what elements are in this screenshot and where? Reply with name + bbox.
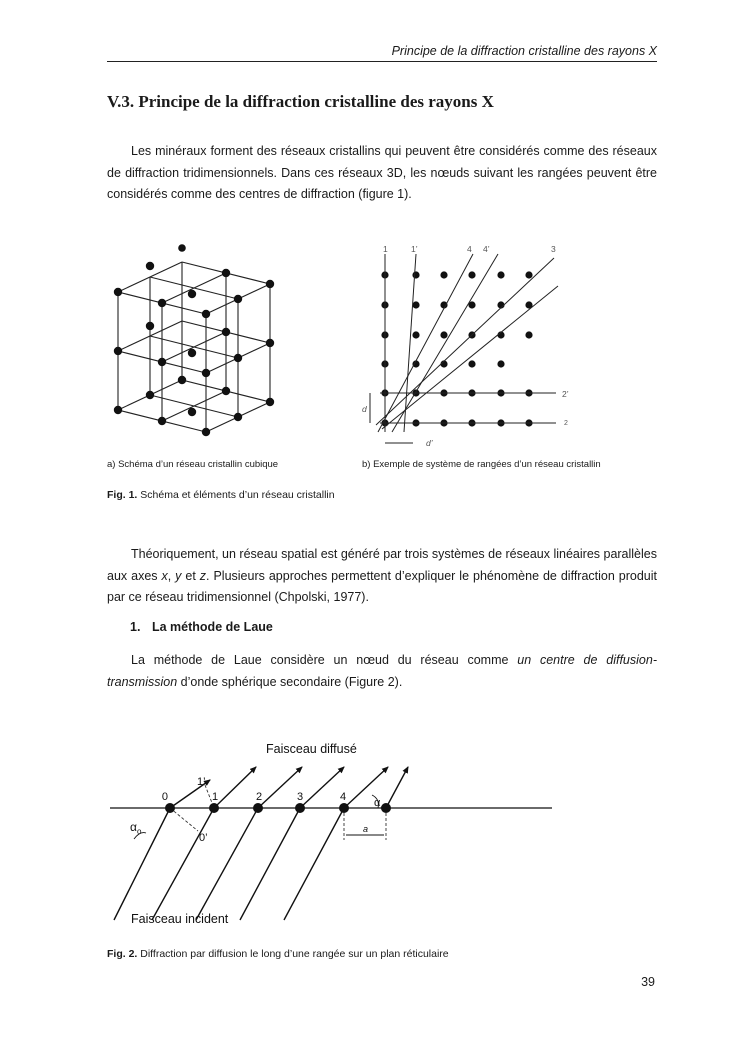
label-row-1: 1 (383, 244, 388, 254)
node-label-4: 4 (340, 791, 347, 803)
label-spacing-d: d (362, 404, 367, 414)
figure-1a-cubic-lattice (108, 236, 298, 446)
node-label-3: 3 (297, 791, 304, 803)
figure-1-caption (107, 489, 335, 501)
lattice-node (412, 331, 419, 338)
laue-text-a: La méthode de Laue considère un nœud du réseau comme (131, 653, 518, 667)
lattice-node (468, 360, 475, 367)
laue-paragraph (107, 650, 657, 693)
label-alpha: α (374, 797, 381, 809)
theory-paragraph (107, 544, 657, 609)
lattice-node (525, 271, 532, 278)
figure-1a-caption: a) Schéma d’un réseau cristallin cubique (107, 459, 279, 470)
theory-comma: , (167, 568, 176, 583)
theory-text-a: Théoriquement, un réseau spatial est généré par trois systèmes de réseaux linéaires parallèles aux axes (107, 547, 657, 583)
section-title: V.3. Principe de la diffraction cristalline des rayons X (107, 92, 494, 111)
figure-2-caption (107, 948, 449, 960)
figure-2-caption-label: Fig. 2. (107, 948, 138, 960)
label-spacing-d-prime: d’ (426, 438, 433, 448)
subheading-laue (130, 620, 273, 634)
axis-z: z (199, 568, 207, 583)
page-number: 39 (641, 975, 655, 989)
label-alpha-0: $\alpha_o$ (130, 820, 142, 836)
label-0-prime: 0’ (199, 832, 208, 844)
lattice-node (440, 331, 447, 338)
label-row-4: 4 (467, 244, 472, 254)
label-spacing-a: a (363, 824, 369, 834)
lattice-node (497, 271, 504, 278)
label-1-prime: 1’ (197, 776, 206, 788)
intro-paragraph: Les minéraux forment des réseaux cristallins qui peuvent être considérés comme des réseaux de diffraction tridimensionnels. Dans ces réseaux 3D, les nœuds suivant les rangées peuvent être considérés comme des centres de diffraction (figure 1). (107, 144, 657, 201)
label-row-4-prime: 4’ (483, 244, 490, 254)
lattice-node (440, 271, 447, 278)
laue-emphasis: un centre de diffusion-transmission (107, 653, 657, 689)
label-faisceau-incident: Faisceau incident (131, 912, 229, 926)
axis-x: x (161, 568, 168, 583)
figure-1b-caption: b) Exemple de système de rangées d’un réseau cristallin (362, 459, 601, 470)
laue-text-b: d’onde sphérique secondaire (Figure 2). (177, 674, 403, 689)
label-faisceau-diffuse: Faisceau diffusé (266, 742, 357, 756)
lattice-node (412, 301, 419, 308)
node-label-2: 2 (256, 791, 263, 803)
figure-1-caption-label: Fig. 1. (107, 489, 138, 501)
label-row-2: 2 (564, 420, 568, 427)
node-label-1: 1 (212, 791, 219, 803)
figure-2-diffraction-diagram (106, 735, 556, 930)
label-row-1-prime: 1’ (411, 244, 418, 254)
theory-and: et (181, 568, 200, 583)
subheading-number: 1. (130, 620, 141, 634)
subheading-title: La méthode de Laue (152, 620, 273, 634)
lattice-node (412, 271, 419, 278)
running-header: Principe de la diffraction cristalline des rayons X (107, 44, 657, 62)
figure-1-caption-text: Schéma et éléments d’un réseau cristallin (137, 489, 335, 501)
lattice-node (468, 271, 475, 278)
label-row-3: 3 (551, 244, 556, 254)
axis-y: y (175, 568, 182, 583)
node-label-0: 0 (161, 791, 168, 803)
label-row-2-prime: 2’ (562, 389, 569, 399)
figure-1b-row-system (358, 240, 588, 450)
lattice-node (525, 331, 532, 338)
figure-2-caption-text: Diffraction par diffusion le long d’une rangée sur un plan réticulaire (137, 948, 449, 960)
theory-text-b: . Plusieurs approches permettent d’expliquer le phénomène de diffraction produit par ce réseau tridimensionnel (Chpolski, 1977). (107, 568, 657, 604)
lattice-node (497, 360, 504, 367)
